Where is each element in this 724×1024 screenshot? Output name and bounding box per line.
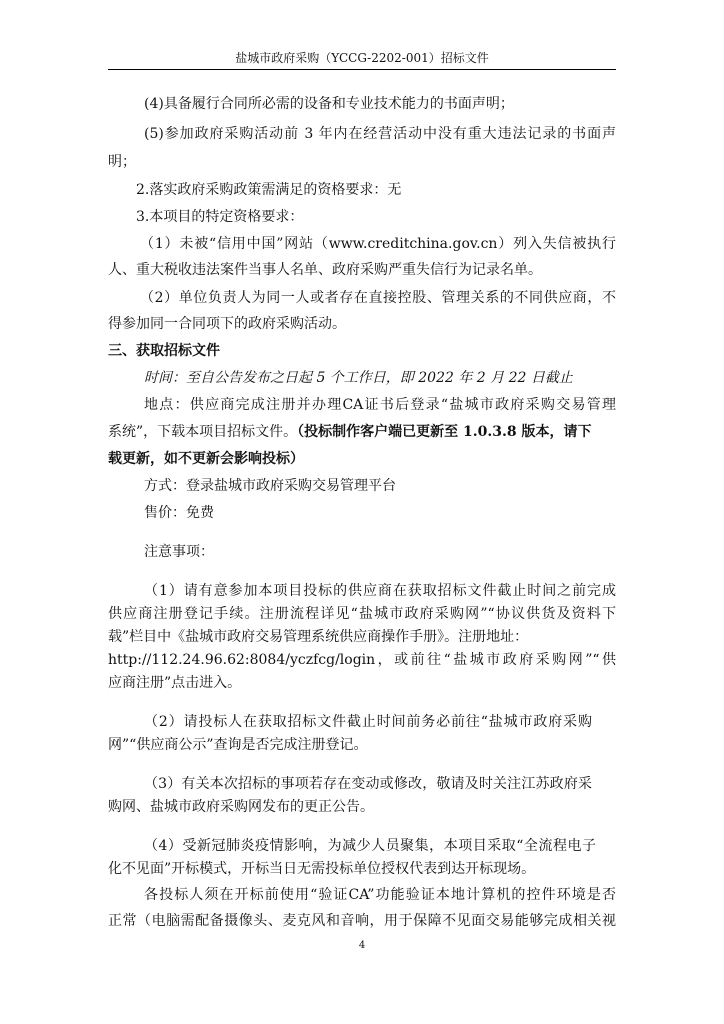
- acquisition-method: 方式：登录盐城市政府采购交易管理平台: [144, 478, 396, 494]
- client-update-notice-line2: 载更新，如不更新会影响投标）: [108, 451, 304, 467]
- qualification-item-5-line1: (5)参加政府采购活动前 3 年内在经营活动中没有重大违法记录的书面声: [144, 126, 616, 142]
- page-number: 4: [358, 940, 366, 951]
- specific-req-1-line1: （1）未被“信用中国”网站（www.creditchina.gov.cn）列入失信被执行: [140, 236, 616, 252]
- acquisition-time: 时间：至自公告发布之日起 5 个工作日，即 2022 年 2 月 22 日截止: [144, 370, 573, 386]
- note-2-line2: 网”“供应商公示”查询是否完成注册登记。: [108, 737, 368, 753]
- acquisition-place-line1: 地点：供应商完成注册并办理CA证书后登录“盐城市政府采购交易管理: [144, 397, 616, 413]
- note-1-registration-url-line: http://112.24.96.62:8084/yczfcg/login，或前往“盐城市政府采购网”“供: [108, 652, 616, 668]
- client-update-notice: （投标制作客户端已更新至 1.0.3.8 版本，请下: [297, 424, 592, 440]
- notes-heading: 注意事项：: [144, 544, 214, 560]
- note-1-line5: 应商注册”点击进入。: [108, 675, 242, 691]
- page-header: 盐城市政府采购（YCCG-2202-001）招标文件: [235, 51, 489, 65]
- note-3-line1: （3）有关本次招标的事项若存在变动或修改，敬请及时关注江苏政府采: [144, 776, 592, 792]
- section-3-heading: 三、获取招标文件: [108, 343, 220, 359]
- note-1-line2: 供应商注册登记手续。注册流程详见“盐城市政府采购网”“协议供货及资料下: [108, 606, 616, 622]
- header-divider: [108, 69, 616, 70]
- final-paragraph-line1: 各投标人须在开标前使用“验证CA”功能验证本地计算机的控件环境是否: [144, 887, 616, 903]
- acquisition-place-text: 系统”，下载本项目招标文件。: [108, 424, 298, 440]
- acquisition-place-line2: [108, 422, 616, 442]
- acquisition-price: 售价：免费: [144, 505, 214, 521]
- specific-req-2-line2: 得参加同一合同项下的政府采购活动。: [108, 316, 346, 332]
- qualification-item-4: (4)具备履行合同所必需的设备和专业技术能力的书面声明；: [144, 96, 514, 112]
- note-4-line1: （4）受新冠肺炎疫情影响，为减少人员聚集，本项目采取“全流程电子: [144, 838, 596, 854]
- note-2-line1: （2）请投标人在获取招标文件截止时间前务必前往“盐城市政府采购: [144, 714, 592, 730]
- note-3-line2: 购网、盐城市政府采购网发布的更正公告。: [108, 799, 374, 815]
- requirement-3-heading: 3.本项目的特定资格要求：: [136, 209, 304, 225]
- note-4-line2: 化不见面”开标模式，开标当日无需投标单位授权代表到达开标现场。: [108, 861, 536, 877]
- specific-req-2-line1: （2）单位负责人为同一人或者存在直接控股、管理关系的不同供应商，不: [140, 290, 616, 306]
- note-1-line3: 载”栏目中《盐城市政府交易管理系统供应商操作手册》。注册地址：: [108, 629, 529, 645]
- requirement-2: 2.落实政府采购政策需满足的资格要求：无: [136, 182, 402, 198]
- specific-req-1-line2: 人、重大税收违法案件当事人名单、政府采购严重失信行为记录名单。: [108, 262, 542, 278]
- qualification-item-5-line2: 明；: [108, 154, 136, 170]
- note-1-line1: （1）请有意参加本项目投标的供应商在获取招标文件截止时间之前完成: [144, 583, 616, 599]
- final-paragraph-line2: 正常（电脑需配备摄像头、麦克风和音响，用于保障不见面交易能够完成相关视: [108, 913, 616, 929]
